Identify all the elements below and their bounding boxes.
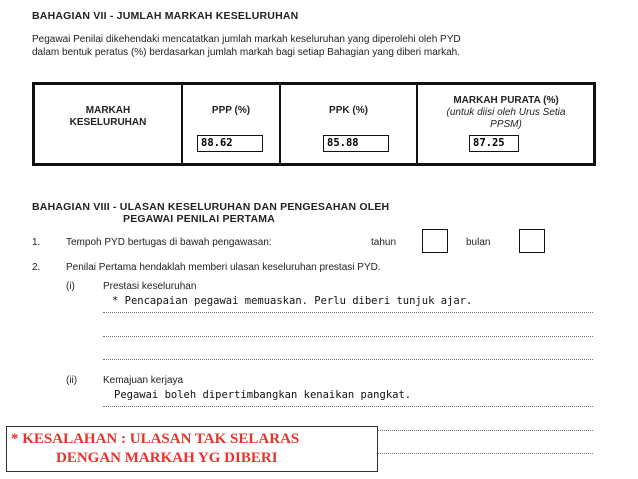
tahun-label: tahun — [371, 237, 397, 248]
error-annotation — [6, 426, 378, 472]
annotation-line-1: * KESALAHAN : ULASAN TAK SELARAS — [11, 431, 300, 447]
item1-text: Tempoh PYD bertugas di bawah pengawasan: — [66, 237, 272, 248]
tahun-input-box[interactable] — [422, 229, 448, 253]
bulan-label: bulan — [466, 237, 491, 248]
bulan-input-box[interactable] — [519, 229, 545, 253]
prestasi-comment[interactable]: * Pencapaian pegawai memuaskan. Perlu diberi tunjuk ajar. — [112, 295, 473, 307]
sub-ii-label: Kemajuan kerjaya — [103, 375, 184, 386]
sub-ii-number: (ii) — [66, 375, 78, 386]
markah-table — [32, 82, 596, 166]
ppp-value-field[interactable]: 88.62 — [197, 135, 263, 152]
comment-line — [103, 312, 593, 313]
section7-title: BAHAGIAN VII - JUMLAH MARKAH KESELURUHAN — [32, 10, 299, 22]
instruction-line-1: Pegawai Penilai dikehendaki mencatatkan jumlah markah keseluruhan yang diperolehi oleh PYD — [32, 34, 461, 45]
sub-i-number: (i) — [66, 281, 75, 292]
item2-number: 2. — [32, 262, 41, 273]
comment-line — [103, 359, 593, 360]
ppk-header: PPK (%) — [329, 105, 368, 116]
markah-purata-header: MARKAH PURATA (%) (untuk diisi oleh Urus Setia PPSM) — [446, 95, 566, 130]
sub-i-label: Prestasi keseluruhan — [103, 281, 197, 292]
table-divider — [279, 85, 281, 163]
annotation-line-2: DENGAN MARKAH YG DIBERI — [56, 450, 278, 466]
item1-number: 1. — [32, 237, 41, 248]
section8-title: BAHAGIAN VIII - ULASAN KESELURUHAN DAN PENGESAHAN OLEH PEGAWAI PENILAI PERTAMA — [32, 201, 390, 225]
section7-instruction — [32, 33, 622, 59]
comment-line — [103, 406, 593, 407]
ppk-value-field[interactable]: 85.88 — [323, 135, 389, 152]
table-divider — [181, 85, 183, 163]
item2-text: Penilai Pertama hendaklah memberi ulasan keseluruhan prestasi PYD. — [66, 262, 381, 273]
row-label-markah-keseluruhan: MARKAH KESELURUHAN — [69, 105, 147, 128]
purata-value-field[interactable]: 87.25 — [469, 135, 519, 152]
kemajuan-comment[interactable]: Pegawai boleh dipertimbangkan kenaikan pangkat. — [114, 389, 412, 401]
comment-line — [103, 336, 593, 337]
instruction-line-2: dalam bentuk peratus (%) berdasarkan jumlah markah bagi setiap Bahagian yang diberi markah. — [32, 47, 461, 58]
ppp-header: PPP (%) — [211, 105, 251, 116]
